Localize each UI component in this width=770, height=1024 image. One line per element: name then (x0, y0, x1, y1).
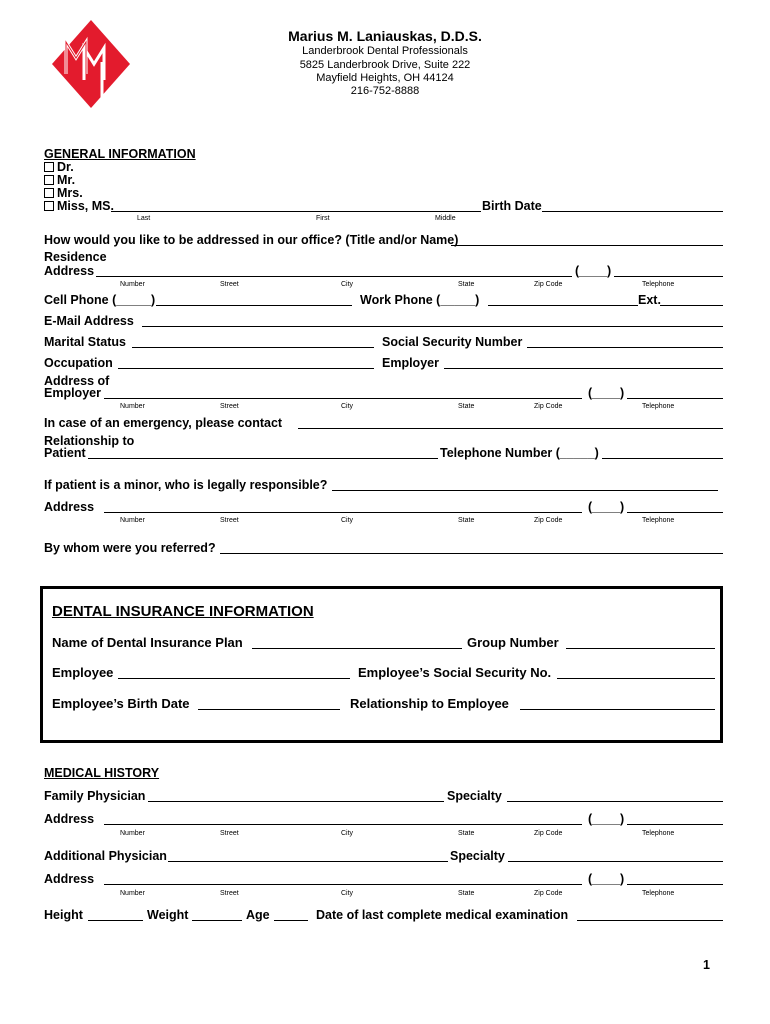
group-label: Group Number (467, 635, 559, 650)
employee-label: Employee (52, 665, 114, 680)
practice-city: Mayfield Heights, OH 44124 (316, 72, 454, 84)
employer-field[interactable] (444, 368, 723, 369)
work-phone-field[interactable] (488, 305, 638, 306)
weight-field[interactable] (192, 920, 242, 921)
sub-zip: Zip Code (534, 281, 563, 288)
ext-field[interactable] (660, 305, 723, 306)
employee-field[interactable] (118, 678, 350, 679)
doctor-name: Marius M. Laniauskas, D.D.S. (288, 28, 482, 44)
weight-label: Weight (147, 908, 189, 922)
checkbox-miss-ms[interactable]: Miss, MS. (44, 199, 114, 213)
sub-street: Street (220, 517, 239, 524)
sub-zip: Zip Code (534, 517, 563, 524)
ext-label: Ext. (638, 293, 661, 307)
patient-label: Patient (44, 446, 86, 460)
minor-address-label: Address (44, 500, 95, 514)
referred-label: By whom were you referred? (44, 541, 216, 555)
sub-state: State (458, 890, 475, 897)
sub-telephone: Telephone (642, 403, 675, 410)
employer-address-label: Employer (44, 386, 101, 400)
residence-area-code: (____) (575, 264, 612, 278)
occupation-field[interactable] (118, 368, 374, 369)
email-label: E-Mail Address (44, 314, 134, 328)
birth-date-field[interactable] (542, 211, 723, 212)
sub-state: State (458, 830, 475, 837)
sub-telephone: Telephone (642, 890, 675, 897)
sub-number: Number (120, 517, 145, 524)
specialty-label: Specialty (447, 789, 502, 803)
family-address-label: Address (44, 812, 95, 826)
employer-area-code: (____) (588, 386, 625, 400)
additional-address-field[interactable] (104, 884, 582, 885)
occupation-label: Occupation (44, 356, 113, 370)
residence-address-field[interactable] (96, 276, 572, 277)
sub-number: Number (120, 403, 145, 410)
additional-specialty-label: Specialty (450, 849, 505, 863)
family-physician-label: Family Physician (44, 789, 146, 803)
additional-physician-label: Additional Physician (44, 849, 167, 863)
height-label: Height (44, 908, 83, 922)
age-label: Age (246, 908, 270, 922)
sub-zip: Zip Code (534, 890, 563, 897)
last-exam-field[interactable] (577, 920, 723, 921)
marital-field[interactable] (132, 347, 374, 348)
sub-telephone: Telephone (642, 830, 675, 837)
family-area-code: (____) (588, 812, 625, 826)
sub-number: Number (120, 281, 145, 288)
emergency-field[interactable] (298, 428, 723, 429)
additional-telephone-field[interactable] (627, 884, 723, 885)
work-phone-label: Work Phone (_____) (360, 293, 480, 307)
additional-address-label: Address (44, 872, 95, 886)
relationship-label: Relationship to (44, 434, 135, 448)
sub-zip: Zip Code (534, 830, 563, 837)
general-info-title: GENERAL INFORMATION (44, 147, 196, 161)
plan-label: Name of Dental Insurance Plan (52, 635, 243, 650)
sub-last: Last (137, 215, 151, 222)
relationship-employee-label: Relationship to Employee (350, 696, 509, 711)
sub-telephone: Telephone (642, 517, 675, 524)
plan-field[interactable] (252, 648, 462, 649)
page-number: 1 (703, 958, 710, 972)
height-field[interactable] (88, 920, 143, 921)
emergency-telephone-field[interactable] (602, 458, 723, 459)
sub-city: City (341, 403, 354, 410)
sub-city: City (341, 517, 354, 524)
practice-phone: 216-752-8888 (350, 85, 420, 97)
address-of-label: Address of (44, 374, 110, 388)
referred-field[interactable] (220, 553, 723, 554)
additional-physician-field[interactable] (168, 861, 448, 862)
checkbox-icon (44, 162, 54, 172)
minor-area-code: (____) (588, 500, 625, 514)
name-field[interactable] (111, 211, 481, 212)
cell-phone-label: Cell Phone (_____) (44, 293, 156, 307)
specialty-field[interactable] (507, 801, 723, 802)
sub-zip: Zip Code (534, 403, 563, 410)
checkbox-mr[interactable]: Mr. (44, 173, 75, 187)
sub-street: Street (220, 830, 239, 837)
checkbox-icon (44, 188, 54, 198)
checkbox-icon (44, 175, 54, 185)
checkbox-icon (44, 201, 54, 211)
additional-area-code: (____) (588, 872, 625, 886)
sub-middle: Middle (435, 215, 456, 222)
checkbox-dr[interactable]: Dr. (44, 160, 74, 174)
ssn-label: Social Security Number (382, 335, 523, 349)
employer-telephone-field[interactable] (627, 398, 723, 399)
family-physician-field[interactable] (148, 801, 444, 802)
insurance-title: DENTAL INSURANCE INFORMATION (52, 603, 314, 620)
relationship-employee-field[interactable] (520, 709, 715, 710)
sub-city: City (341, 281, 354, 288)
group-field[interactable] (566, 648, 715, 649)
addressed-field[interactable] (451, 245, 723, 246)
sub-city: City (341, 890, 354, 897)
sub-street: Street (220, 403, 239, 410)
employer-address-field[interactable] (104, 398, 582, 399)
birth-date-label: Birth Date (482, 199, 542, 213)
minor-field[interactable] (332, 490, 718, 491)
marital-label: Marital Status (44, 335, 126, 349)
sub-telephone: Telephone (642, 281, 675, 288)
practice-name: Landerbrook Dental Professionals (302, 45, 468, 57)
medical-history-title: MEDICAL HISTORY (44, 766, 160, 780)
relationship-field[interactable] (88, 458, 438, 459)
residence-label: Residence (44, 250, 107, 264)
sub-number: Number (120, 830, 145, 837)
checkbox-mrs[interactable]: Mrs. (44, 186, 83, 200)
employee-ssn-label: Employee’s Social Security No. (358, 665, 552, 680)
minor-telephone-field[interactable] (627, 512, 723, 513)
sub-street: Street (220, 890, 239, 897)
last-exam-label: Date of last complete medical examination (316, 908, 569, 922)
family-telephone-field[interactable] (627, 824, 723, 825)
sub-first: First (316, 215, 330, 222)
sub-number: Number (120, 890, 145, 897)
employee-ssn-field[interactable] (557, 678, 715, 679)
emergency-telephone-label: Telephone Number (_____) (440, 446, 599, 460)
practice-street: 5825 Landerbrook Drive, Suite 222 (299, 59, 471, 71)
sub-state: State (458, 517, 475, 524)
additional-specialty-field[interactable] (508, 861, 723, 862)
minor-label: If patient is a minor, who is legally responsible? (44, 478, 328, 492)
email-field[interactable] (142, 326, 723, 327)
sub-street: Street (220, 281, 239, 288)
addressed-label: How would you like to be addressed in our office? (Title and/or Name) (44, 233, 459, 247)
ssn-field[interactable] (527, 347, 723, 348)
residence-telephone-field[interactable] (614, 276, 723, 277)
emergency-label: In case of an emergency, please contact (44, 416, 283, 430)
sub-state: State (458, 403, 475, 410)
residence-address-label: Address (44, 264, 95, 278)
family-address-field[interactable] (104, 824, 582, 825)
sub-city: City (341, 830, 354, 837)
minor-address-field[interactable] (104, 512, 582, 513)
employer-label: Employer (382, 356, 439, 370)
employee-birth-field[interactable] (198, 709, 340, 710)
age-field[interactable] (274, 920, 308, 921)
sub-state: State (458, 281, 475, 288)
cell-phone-field[interactable] (156, 305, 352, 306)
employee-birth-label: Employee’s Birth Date (52, 696, 190, 711)
